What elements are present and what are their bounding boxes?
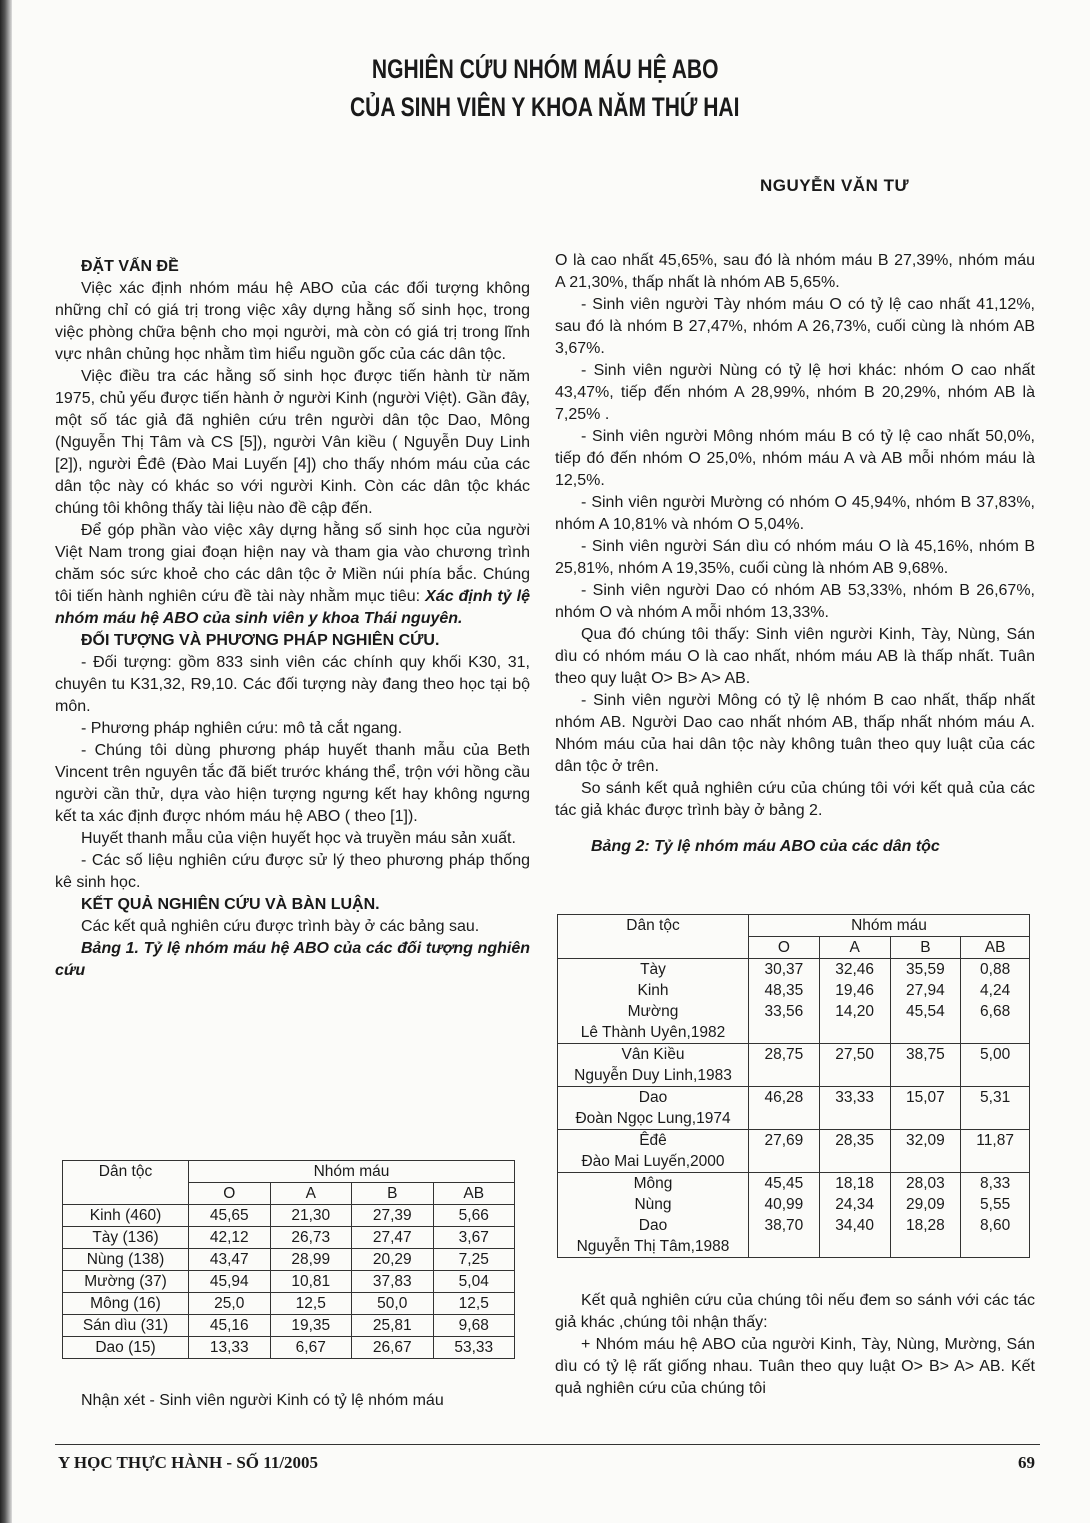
cell-line: 6,68 xyxy=(980,1003,1011,1020)
table-row xyxy=(63,1249,515,1271)
paragraph xyxy=(55,520,530,630)
cell-line: 5,55 xyxy=(980,1196,1011,1213)
table-row xyxy=(63,1227,515,1249)
paragraph: Việc xác định nhóm máu hệ ABO của các đối tượng không những chỉ có giá trị trong việc xây dựng hằng số sinh học, trong việc phòng chữa bệnh cho mọi người, mà còn có giá trị trong lĩnh vực nhân chủng học nhằm tìm hiểu nguồn gốc của các dân tộc. xyxy=(55,280,530,363)
paragraph: - Sinh viên người Nùng có tỷ lệ hơi khác: nhóm O cao nhất 43,47%, tiếp đến nhóm A 28,99%, nhóm B 20,29%, nhóm AB là 7,25% . xyxy=(555,362,1035,423)
ethnic-cell xyxy=(558,1044,749,1087)
value-cell: 43,47 xyxy=(189,1249,271,1271)
value-cell: 45,94 xyxy=(189,1271,271,1293)
cell-line: 45,45 xyxy=(764,1175,804,1192)
left-column-bottom xyxy=(55,1390,530,1412)
paragraph: - Sinh viên người Tày nhóm máu O có tỷ lệ cao nhất 41,12%, sau đó là nhóm B 27,47%, nhóm A 26,73%, cuối cùng là nhóm AB 3,67%. xyxy=(555,296,1035,357)
cell-line: 32,09 xyxy=(905,1132,945,1149)
value-cell xyxy=(749,1087,820,1130)
table2-caption: Bảng 2: Tỷ lệ nhóm máu ABO của các dân tộc xyxy=(591,838,940,855)
cell-line: 29,09 xyxy=(905,1196,945,1213)
heading-introduction: ĐẶT VẤN ĐỀ xyxy=(81,258,179,275)
table-row xyxy=(558,1173,1030,1258)
cell-line: 0,88 xyxy=(980,961,1011,978)
value-cell xyxy=(890,959,961,1044)
value-cell: 25,81 xyxy=(352,1315,434,1337)
cell-line: Dao xyxy=(638,1217,668,1234)
cell-line: 38,70 xyxy=(764,1217,804,1234)
title-text-2: CỦA SINH VIÊN Y KHOA NĂM THỨ HAI xyxy=(350,92,740,122)
header-blood-group: Nhóm máu xyxy=(189,1161,515,1183)
title-line-1 xyxy=(0,54,1090,85)
value-cell: 27,47 xyxy=(352,1227,434,1249)
value-cell: 45,65 xyxy=(189,1205,271,1227)
header-row xyxy=(558,915,1030,937)
value-cell: 53,33 xyxy=(433,1337,515,1359)
table-row xyxy=(558,1087,1030,1130)
ethnic-cell: Kinh (460) xyxy=(63,1205,189,1227)
value-cell: 13,33 xyxy=(189,1337,271,1359)
cell-line: Nguyễn Thị Tâm,1988 xyxy=(576,1238,730,1255)
paragraph: Kết quả nghiên cứu của chúng tôi nếu đem so sánh với các tác giả khác ,chúng tôi nhận thấy: xyxy=(555,1292,1035,1331)
table-row xyxy=(63,1337,515,1359)
cell-line: 34,40 xyxy=(835,1217,875,1234)
right-column-bottom xyxy=(555,1290,1035,1400)
table-row xyxy=(558,1130,1030,1173)
paragraph: - Chúng tôi dùng phương pháp huyết thanh mẫu của Beth Vincent trên nguyên tắc đã biết trước kháng thể, trộn với hồng cầu người cần thử, dựa vào hiện tượng ngưng kết hay không ngưng kết ta xác định được nhóm máu hệ ABO ( theo [1]). xyxy=(55,742,530,825)
ethnic-cell: Tày (136) xyxy=(63,1227,189,1249)
paragraph: Huyết thanh mẫu của viện huyết học và truyền máu sản xuất. xyxy=(81,830,516,847)
table-1 xyxy=(62,1160,515,1359)
ethnic-cell: Dao (15) xyxy=(63,1337,189,1359)
cell-line: 19,46 xyxy=(835,982,875,999)
value-cell: 45,16 xyxy=(189,1315,271,1337)
value-cell xyxy=(749,1173,820,1258)
value-cell xyxy=(961,1044,1030,1087)
scan-edge xyxy=(0,0,12,1523)
ethnic-cell xyxy=(558,959,749,1044)
value-cell: 5,04 xyxy=(433,1271,515,1293)
cell-line: 33,33 xyxy=(835,1089,875,1106)
cell-line: 35,59 xyxy=(905,961,945,978)
cell-line: 8,60 xyxy=(980,1217,1011,1234)
value-cell: 12,5 xyxy=(270,1293,352,1315)
heading-results: KẾT QUẢ NGHIÊN CỨU VÀ BÀN LUẬN. xyxy=(81,896,380,913)
footer-divider xyxy=(55,1444,1040,1445)
paragraph-text: Để góp phần vào việc xây dựng hằng số sinh học của người Việt Nam trong giai đoạn hiện nay và tham gia vào chương trình chăm sóc sức khoẻ cho các dân tộc ở Miền núi phía bắc. Chúng tôi tiến hành nghiên cứu đề tài này nhằm mục tiêu: xyxy=(55,522,530,605)
paragraph: - Sinh viên người Mông có tỷ lệ nhóm B cao nhất, thấp nhất nhóm AB. Người Dao cao nhất nhóm AB, thấp nhất nhóm máu A. Nhóm máu của hai dân tộc này không tuân theo quy luật của các dân tộc ở trên. xyxy=(555,692,1035,775)
value-cell xyxy=(961,1173,1030,1258)
paragraph: - Phương pháp nghiên cứu: mô tả cắt ngang. xyxy=(81,720,403,737)
cell-line: Êđê xyxy=(639,1132,667,1149)
ethnic-cell xyxy=(558,1173,749,1258)
cell-line: 11,87 xyxy=(976,1132,1014,1149)
value-cell: 9,68 xyxy=(433,1315,515,1337)
value-cell xyxy=(749,1044,820,1087)
cell-line: 5,31 xyxy=(980,1089,1011,1106)
value-cell: 50,0 xyxy=(352,1293,434,1315)
cell-line: 14,20 xyxy=(835,1003,875,1020)
cell-line: 28,75 xyxy=(764,1046,804,1063)
paragraph: + Nhóm máu hệ ABO của người Kinh, Tày, Nùng, Mường, Sán dìu có tỷ lệ rất giống nhau. Tuân theo quy luật O> B> A> AB. Kết quả nghiên cứu của chúng tôi xyxy=(555,1336,1035,1397)
cell-line: 28,03 xyxy=(905,1175,945,1192)
cell-line: Mường xyxy=(627,1003,679,1020)
ethnic-cell: Mông (16) xyxy=(63,1293,189,1315)
value-cell xyxy=(749,959,820,1044)
paragraph: - Sinh viên người Mường có nhóm O 45,94%, nhóm B 37,83%, nhóm A 10,81% và nhóm O 5,04%. xyxy=(555,494,1035,533)
cell-line: Nùng xyxy=(634,1196,672,1213)
paragraph: O là cao nhất 45,65%, sau đó là nhóm máu B 27,39%, nhóm máu A 21,30%, thấp nhất là nhóm AB 5,65%. xyxy=(555,252,1035,291)
value-cell: 19,35 xyxy=(270,1315,352,1337)
title-text-1: NGHIÊN CỨU NHÓM MÁU HỆ ABO xyxy=(371,54,719,84)
value-cell: 3,67 xyxy=(433,1227,515,1249)
table-row xyxy=(558,959,1030,1044)
cell-line: 46,28 xyxy=(764,1089,804,1106)
value-cell: 42,12 xyxy=(189,1227,271,1249)
value-cell xyxy=(961,959,1030,1044)
paragraph: Việc điều tra các hằng số sinh học được tiến hành từ năm 1975, chủ yếu được tiến hành ở người Kinh (người Việt). Gần đây, một số tác giả đã nghiên cứu trên người dân tộc Dao, Mông (Nguyễn Thị Tâm và CS [5]), người Vân kiều ( Nguyễn Duy Linh [2]), người Êđê (Đào Mai Luyến [4]) cho thấy nhóm máu của các dân tộc này có khác so với người Kinh. Còn các dân tộc khác chúng tôi không thấy tài liệu nào đề cập đến. xyxy=(55,368,530,517)
value-cell: 6,67 xyxy=(270,1337,352,1359)
objective: Xác định tỷ lệ nhóm máu hệ ABO của sinh viên y khoa Thái nguyên. xyxy=(55,588,531,627)
value-cell xyxy=(961,1087,1030,1130)
paragraph: - Sinh viên người Mông nhóm máu B có tỷ lệ cao nhất 50,0%, tiếp đó đến nhóm O 25,0%, nhóm máu A và AB mỗi nhóm máu là 12,5%. xyxy=(555,428,1035,489)
value-cell xyxy=(890,1173,961,1258)
cell-line: Lê Thành Uyên,1982 xyxy=(580,1024,726,1041)
header-col-ab: AB xyxy=(961,937,1030,959)
cell-line: Đoàn Ngọc Lung,1974 xyxy=(575,1110,731,1127)
table-2 xyxy=(557,914,1030,1258)
table-row xyxy=(63,1271,515,1293)
value-cell: 27,39 xyxy=(352,1205,434,1227)
value-cell xyxy=(749,1130,820,1173)
value-cell xyxy=(819,1044,890,1087)
value-cell xyxy=(961,1130,1030,1173)
cell-line: 24,34 xyxy=(835,1196,875,1213)
paragraph: Các kết quả nghiên cứu được trình bày ở các bảng sau. xyxy=(81,918,480,935)
header-col-a: A xyxy=(819,937,890,959)
header-col-ab: AB xyxy=(433,1183,515,1205)
value-cell xyxy=(890,1130,961,1173)
value-cell: 28,99 xyxy=(270,1249,352,1271)
paragraph: - Đối tượng: gồm 833 sinh viên các chính quy khối K30, 31, chuyên tu K31,32, R9,10. Các đối tượng này đang theo học tại bộ môn. xyxy=(55,654,530,715)
value-cell: 26,67 xyxy=(352,1337,434,1359)
ethnic-cell: Nùng (138) xyxy=(63,1249,189,1271)
cell-line: 33,56 xyxy=(764,1003,804,1020)
value-cell: 10,81 xyxy=(270,1271,352,1293)
paragraph: - Sinh viên người Sán dìu có nhóm máu O là 45,16%, nhóm B 25,81%, nhóm A 19,35%, cuối cùng là nhóm AB 9,68%. xyxy=(555,538,1035,577)
cell-line: 28,35 xyxy=(835,1132,875,1149)
header-row xyxy=(63,1161,515,1183)
ethnic-cell: Mường (37) xyxy=(63,1271,189,1293)
cell-line: 5,00 xyxy=(980,1046,1011,1063)
cell-line: 40,99 xyxy=(764,1196,804,1213)
cell-line: Đào Mai Luyến,2000 xyxy=(581,1153,725,1170)
header-col-b: B xyxy=(352,1183,434,1205)
title-line-2 xyxy=(0,92,1090,123)
value-cell: 37,83 xyxy=(352,1271,434,1293)
cell-line: 27,69 xyxy=(764,1132,804,1149)
right-column xyxy=(555,250,1035,858)
cell-line: 27,94 xyxy=(905,982,945,999)
header-ethnic: Dân tộc xyxy=(63,1161,189,1205)
cell-line: Mông xyxy=(633,1175,673,1192)
left-column xyxy=(55,256,530,982)
value-cell xyxy=(819,1087,890,1130)
cell-line: 27,50 xyxy=(835,1046,875,1063)
header-col-b: B xyxy=(890,937,961,959)
value-cell xyxy=(819,1173,890,1258)
table-row xyxy=(558,1044,1030,1087)
cell-line: 32,46 xyxy=(835,961,875,978)
cell-line: 18,18 xyxy=(835,1175,875,1192)
author: NGUYỄN VĂN TƯ xyxy=(760,176,910,195)
paragraph: - Sinh viên người Dao có nhóm AB 53,33%, nhóm B 26,67%, nhóm O và nhóm A mỗi nhóm 13,33%. xyxy=(555,582,1035,621)
cell-line: 4,24 xyxy=(980,982,1011,999)
header-ethnic: Dân tộc xyxy=(558,915,749,959)
remark: Nhận xét - Sinh viên người Kinh có tỷ lệ nhóm máu xyxy=(81,1392,444,1409)
value-cell xyxy=(819,959,890,1044)
footer-journal: Y HỌC THỰC HÀNH - SỐ 11/2005 xyxy=(58,1453,319,1472)
cell-line: 48,35 xyxy=(764,982,804,999)
cell-line: Dao xyxy=(638,1089,668,1106)
cell-line: 8,33 xyxy=(980,1175,1011,1192)
cell-line: Kinh xyxy=(637,982,669,999)
value-cell: 7,25 xyxy=(433,1249,515,1271)
heading-methods: ĐỐI TƯỢNG VÀ PHƯƠNG PHÁP NGHIÊN CỨU. xyxy=(81,632,440,649)
table-row xyxy=(63,1293,515,1315)
header-blood-group: Nhóm máu xyxy=(749,915,1030,937)
ethnic-cell: Sán dìu (31) xyxy=(63,1315,189,1337)
cell-line: 38,75 xyxy=(905,1046,945,1063)
value-cell xyxy=(890,1044,961,1087)
paragraph: So sánh kết quả nghiên cứu của chúng tôi với kết quả của các tác giả khác được trình bày ở bảng 2. xyxy=(555,780,1035,819)
cell-line: Tày xyxy=(640,961,666,978)
value-cell: 12,5 xyxy=(433,1293,515,1315)
header-col-a: A xyxy=(270,1183,352,1205)
cell-line: Nguyễn Duy Linh,1983 xyxy=(574,1067,732,1084)
value-cell xyxy=(890,1087,961,1130)
table1-caption: Bảng 1. Tỷ lệ nhóm máu hệ ABO của các đối tượng nghiên cứu xyxy=(55,940,530,979)
table-row xyxy=(63,1205,515,1227)
page-number: 69 xyxy=(1018,1453,1035,1472)
value-cell: 20,29 xyxy=(352,1249,434,1271)
cell-line: 30,37 xyxy=(764,961,804,978)
value-cell: 26,73 xyxy=(270,1227,352,1249)
table-row xyxy=(63,1315,515,1337)
ethnic-cell xyxy=(558,1130,749,1173)
header-col-o: O xyxy=(749,937,820,959)
header-col-o: O xyxy=(189,1183,271,1205)
cell-line: Vân Kiều xyxy=(621,1046,685,1063)
cell-line: 15,07 xyxy=(905,1089,945,1106)
paragraph: - Các số liệu nghiên cứu được sử lý theo phương pháp thống kê sinh học. xyxy=(55,852,530,891)
value-cell xyxy=(819,1130,890,1173)
ethnic-cell xyxy=(558,1087,749,1130)
value-cell: 25,0 xyxy=(189,1293,271,1315)
value-cell: 21,30 xyxy=(270,1205,352,1227)
cell-line: 18,28 xyxy=(905,1217,945,1234)
paragraph: Qua đó chúng tôi thấy: Sinh viên người Kinh, Tày, Nùng, Sán dìu có nhóm máu O là cao nhất, nhóm máu AB là thấp nhất. Tuân theo quy luật O> B> A> AB. xyxy=(555,626,1035,687)
cell-line: 45,54 xyxy=(905,1003,945,1020)
value-cell: 5,66 xyxy=(433,1205,515,1227)
